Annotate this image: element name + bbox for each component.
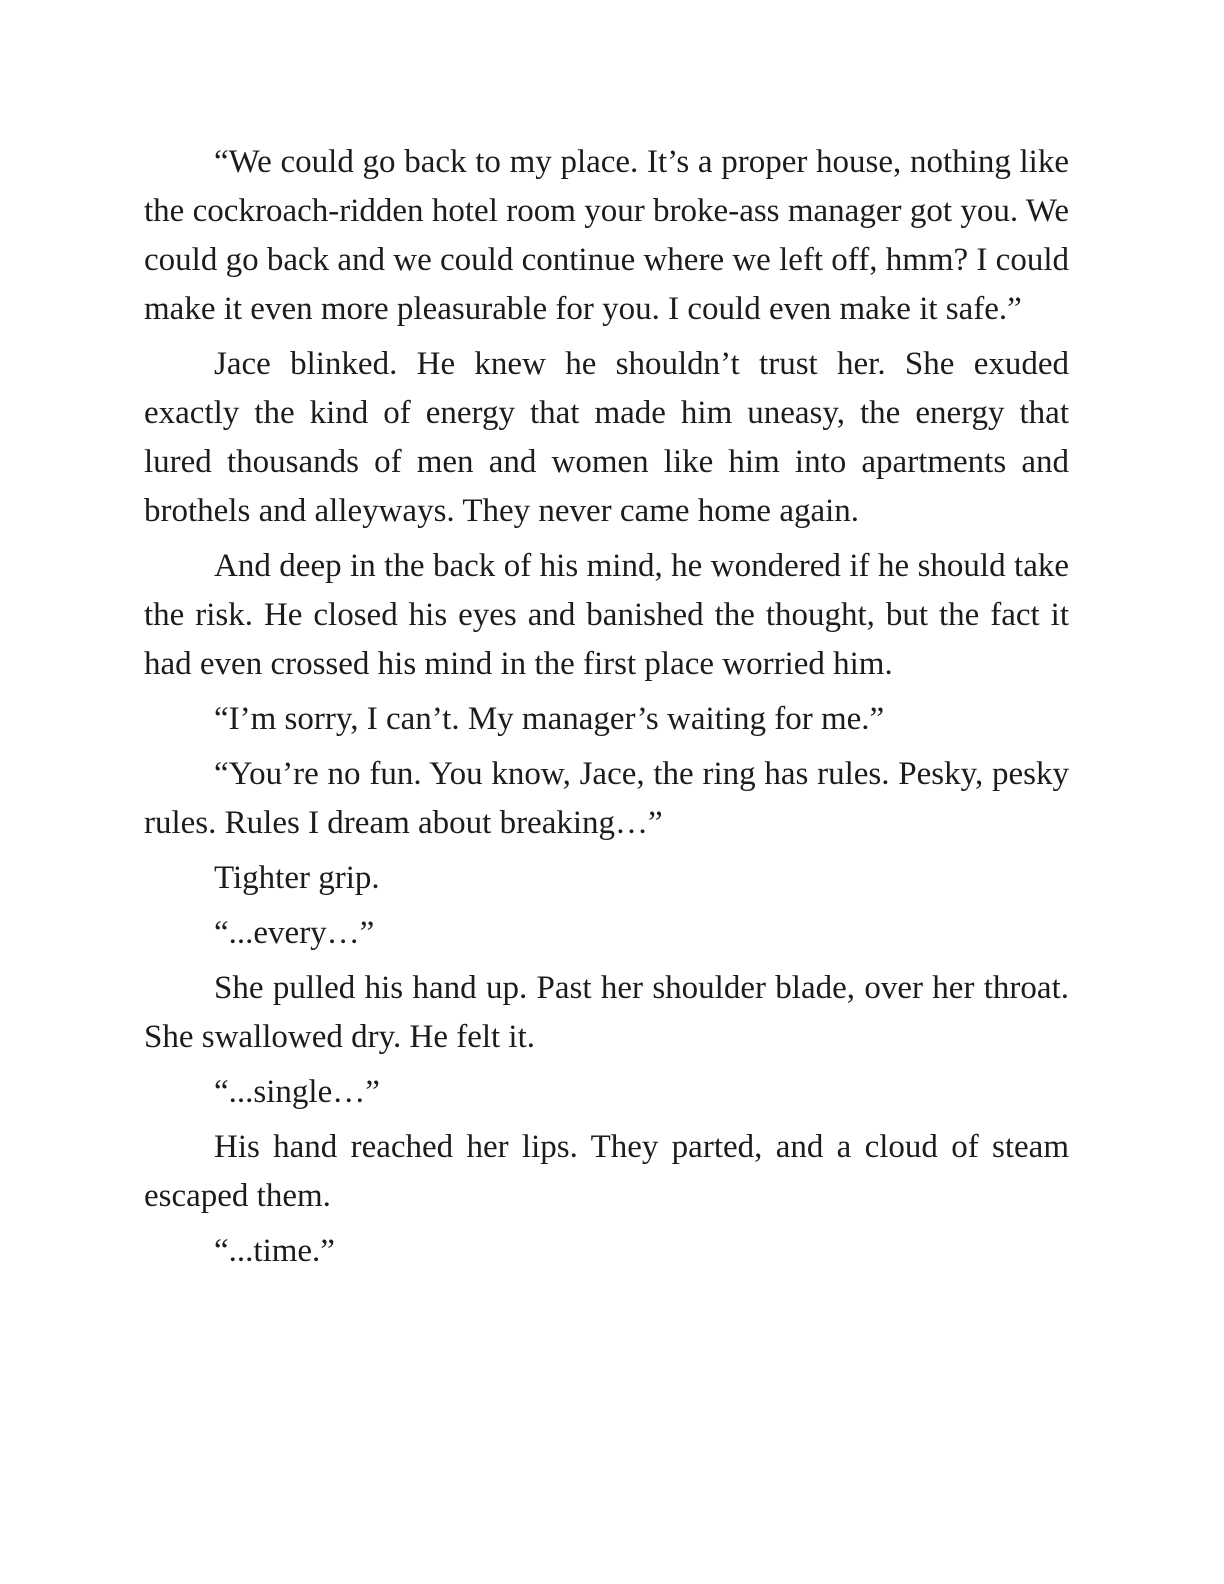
paragraph: “...time.” [214, 1233, 335, 1269]
paragraph: And deep in the back of his mind, he wondered if he should take the risk. He closed his eyes and banished the thought, but the fact it had even crossed his mind in the first place worried him. [144, 548, 1069, 682]
paragraph: She pulled his hand up. Past her shoulder blade, over her throat. She swallowed dry. He felt it. [144, 970, 1069, 1055]
paragraph: “We could go back to my place. It’s a proper house, nothing like the cockroach-ridden hotel room your broke-ass manager got you. We could go back and we could continue where we left off, hmm? I could make it even more pleasurable for you. I could even make it safe.” [144, 144, 1069, 327]
paragraph: His hand reached her lips. They parted, and a cloud of steam escaped them. [144, 1129, 1069, 1214]
paragraph: “You’re no fun. You know, Jace, the ring has rules. Pesky, pesky rules. Rules I dream about breaking…” [144, 756, 1069, 841]
paragraph: “I’m sorry, I can’t. My manager’s waiting for me.” [214, 701, 885, 737]
paragraph: Jace blinked. He knew he shouldn’t trust her. She exuded exactly the kind of energy that made him uneasy, the energy that lured thousands of men and women like him into apartments and brothels and alleyways. They never came home again. [144, 346, 1069, 529]
paragraph: “...single…” [214, 1074, 380, 1110]
paragraph: Tighter grip. [214, 860, 380, 896]
paragraph: “...every…” [214, 915, 375, 951]
body-text [144, 138, 1069, 1276]
